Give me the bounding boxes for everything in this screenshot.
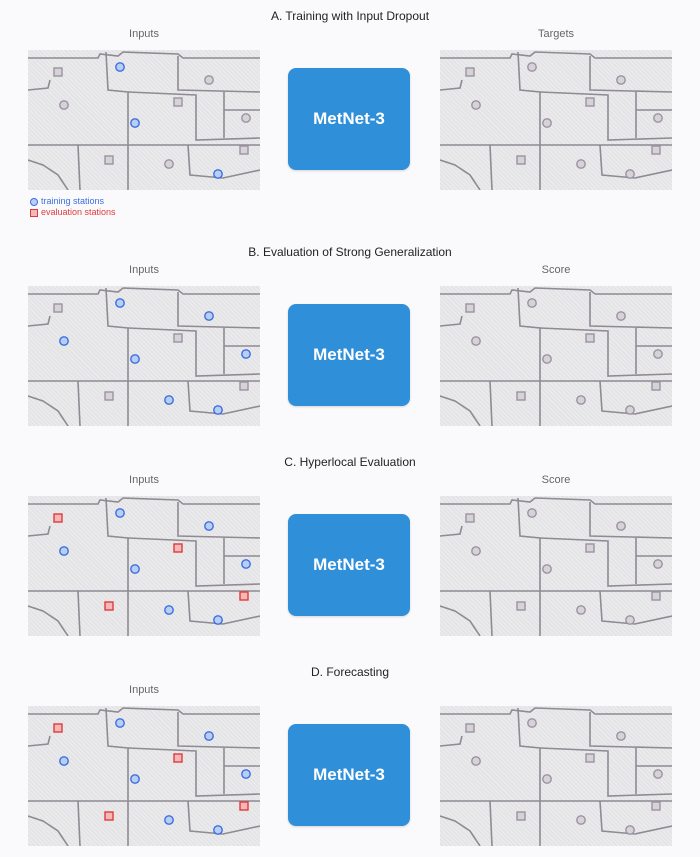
state-border <box>28 526 50 536</box>
state-border <box>440 80 462 90</box>
state-border <box>490 381 492 426</box>
state-border <box>78 381 80 426</box>
station-marker <box>205 76 213 84</box>
state-border <box>178 502 260 538</box>
station-marker <box>517 156 525 164</box>
legend-evaluation-label: evaluation stations <box>41 207 116 217</box>
panel-title: C. Hyperlocal Evaluation <box>284 455 416 469</box>
metnet-3-model-box: MetNet-3 <box>288 514 410 616</box>
station-marker <box>105 156 113 164</box>
state-border <box>590 502 672 538</box>
state-border <box>490 145 492 190</box>
state-border <box>28 316 50 326</box>
station-marker <box>472 547 480 555</box>
training-station-marker <box>60 337 68 345</box>
state-border <box>128 328 260 376</box>
training-station-marker <box>242 770 250 778</box>
training-station-marker <box>116 509 124 517</box>
evaluation-station-marker <box>240 592 248 600</box>
state-border <box>178 292 260 328</box>
station-marker <box>543 355 551 363</box>
right-column-label: Score <box>541 474 571 486</box>
state-border <box>188 381 260 414</box>
station-marker <box>528 63 536 71</box>
state-border <box>540 748 672 796</box>
state-border <box>600 381 672 414</box>
state-border <box>440 52 672 58</box>
training-station-icon <box>30 198 38 206</box>
station-marker <box>626 826 634 834</box>
state-border <box>128 92 260 140</box>
training-station-marker <box>242 560 250 568</box>
training-station-marker <box>116 63 124 71</box>
output-map-svg <box>440 286 672 426</box>
input-map <box>28 496 260 636</box>
state-border <box>440 160 480 190</box>
station-marker <box>528 719 536 727</box>
station-marker <box>652 802 660 810</box>
training-station-marker <box>131 565 139 573</box>
station-marker <box>586 98 594 106</box>
metnet-3-model-box: MetNet-3 <box>288 724 410 826</box>
evaluation-station-marker <box>54 514 62 522</box>
station-marker <box>466 304 474 312</box>
panel-title: D. Forecasting <box>310 665 390 679</box>
input-map <box>28 50 260 190</box>
station-marker <box>654 560 662 568</box>
state-border <box>440 396 480 426</box>
training-station-marker <box>116 719 124 727</box>
station-marker <box>517 602 525 610</box>
station-marker <box>586 334 594 342</box>
legend <box>30 196 116 218</box>
station-marker <box>617 312 625 320</box>
state-border <box>28 80 50 90</box>
state-border <box>440 708 672 714</box>
station-marker <box>528 299 536 307</box>
training-station-marker <box>131 119 139 127</box>
station-marker <box>654 114 662 122</box>
station-marker <box>654 350 662 358</box>
state-border <box>188 801 260 834</box>
station-marker <box>54 304 62 312</box>
evaluation-station-marker <box>174 544 182 552</box>
evaluation-station-marker <box>240 802 248 810</box>
input-map-svg <box>28 50 260 190</box>
state-border <box>600 145 672 178</box>
state-border <box>28 708 260 714</box>
station-marker <box>577 160 585 168</box>
panel-title: A. Training with Input Dropout <box>270 9 430 23</box>
station-marker <box>174 98 182 106</box>
state-border <box>490 591 492 636</box>
output-map <box>440 706 672 846</box>
state-border <box>28 816 68 846</box>
station-marker <box>543 119 551 127</box>
state-border <box>78 145 80 190</box>
state-border <box>178 56 260 92</box>
station-marker <box>652 592 660 600</box>
state-border <box>440 498 672 504</box>
training-station-marker <box>131 355 139 363</box>
training-station-marker <box>165 816 173 824</box>
station-marker <box>165 160 173 168</box>
station-marker <box>472 757 480 765</box>
metnet-3-model-box: MetNet-3 <box>288 68 410 170</box>
training-station-marker <box>242 350 250 358</box>
station-marker <box>60 101 68 109</box>
input-map-svg <box>28 496 260 636</box>
state-border <box>440 316 462 326</box>
training-station-marker <box>165 396 173 404</box>
state-border <box>440 288 672 294</box>
station-marker <box>626 616 634 624</box>
state-border <box>440 606 480 636</box>
state-border <box>28 498 260 504</box>
station-marker <box>528 509 536 517</box>
state-border <box>28 736 50 746</box>
station-marker <box>654 770 662 778</box>
state-border <box>440 816 480 846</box>
station-marker <box>652 382 660 390</box>
station-marker <box>517 392 525 400</box>
left-column-label: Inputs <box>129 264 159 276</box>
station-marker <box>577 606 585 614</box>
station-marker <box>617 76 625 84</box>
output-map-svg <box>440 496 672 636</box>
state-border <box>540 92 672 140</box>
state-border <box>440 736 462 746</box>
station-marker <box>617 732 625 740</box>
training-station-marker <box>60 757 68 765</box>
station-marker <box>466 514 474 522</box>
state-border <box>128 748 260 796</box>
metnet-3-model-box: MetNet-3 <box>288 304 410 406</box>
station-marker <box>543 775 551 783</box>
training-station-marker <box>205 522 213 530</box>
output-map-svg <box>440 706 672 846</box>
station-marker <box>626 170 634 178</box>
training-station-marker <box>60 547 68 555</box>
station-marker <box>517 812 525 820</box>
station-marker <box>617 522 625 530</box>
station-marker <box>466 724 474 732</box>
input-map-svg <box>28 706 260 846</box>
state-border <box>590 292 672 328</box>
right-column-label: Targets <box>537 28 575 40</box>
output-map-svg <box>440 50 672 190</box>
training-station-marker <box>214 826 222 834</box>
state-border <box>590 56 672 92</box>
output-map <box>440 286 672 426</box>
legend-evaluation <box>30 207 116 218</box>
training-station-marker <box>205 732 213 740</box>
state-border <box>28 606 68 636</box>
station-marker <box>472 337 480 345</box>
training-station-marker <box>214 170 222 178</box>
station-marker <box>577 396 585 404</box>
panel-title: B. Evaluation of Strong Generalization <box>248 245 452 259</box>
input-map-svg <box>28 286 260 426</box>
training-station-marker <box>131 775 139 783</box>
legend-training-label: training stations <box>41 196 105 206</box>
evaluation-station-marker <box>54 724 62 732</box>
state-border <box>540 328 672 376</box>
station-marker <box>240 146 248 154</box>
station-marker <box>543 565 551 573</box>
training-station-marker <box>205 312 213 320</box>
left-column-label: Inputs <box>129 684 159 696</box>
output-map <box>440 496 672 636</box>
station-marker <box>472 101 480 109</box>
state-border <box>540 538 672 586</box>
state-border <box>178 712 260 748</box>
station-marker <box>105 392 113 400</box>
state-border <box>78 591 80 636</box>
station-marker <box>242 114 250 122</box>
evaluation-station-marker <box>105 812 113 820</box>
state-border <box>28 160 68 190</box>
input-map <box>28 286 260 426</box>
station-marker <box>626 406 634 414</box>
state-border <box>600 801 672 834</box>
training-station-marker <box>214 616 222 624</box>
left-column-label: Inputs <box>129 28 159 40</box>
evaluation-station-marker <box>105 602 113 610</box>
right-column-label: Score <box>541 264 571 276</box>
input-map <box>28 706 260 846</box>
station-marker <box>466 68 474 76</box>
station-marker <box>586 544 594 552</box>
training-station-marker <box>165 606 173 614</box>
state-border <box>490 801 492 846</box>
state-border <box>600 591 672 624</box>
state-border <box>440 526 462 536</box>
output-map <box>440 50 672 190</box>
station-marker <box>240 382 248 390</box>
station-marker <box>577 816 585 824</box>
training-station-marker <box>214 406 222 414</box>
state-border <box>188 145 260 178</box>
state-border <box>590 712 672 748</box>
station-marker <box>586 754 594 762</box>
legend-training <box>30 196 116 207</box>
state-border <box>128 538 260 586</box>
state-border <box>188 591 260 624</box>
state-border <box>28 52 260 58</box>
evaluation-station-marker <box>174 754 182 762</box>
training-station-marker <box>116 299 124 307</box>
left-column-label: Inputs <box>129 474 159 486</box>
state-border <box>28 396 68 426</box>
station-marker <box>652 146 660 154</box>
state-border <box>28 288 260 294</box>
station-marker <box>54 68 62 76</box>
evaluation-station-icon <box>30 209 38 217</box>
state-border <box>78 801 80 846</box>
station-marker <box>174 334 182 342</box>
